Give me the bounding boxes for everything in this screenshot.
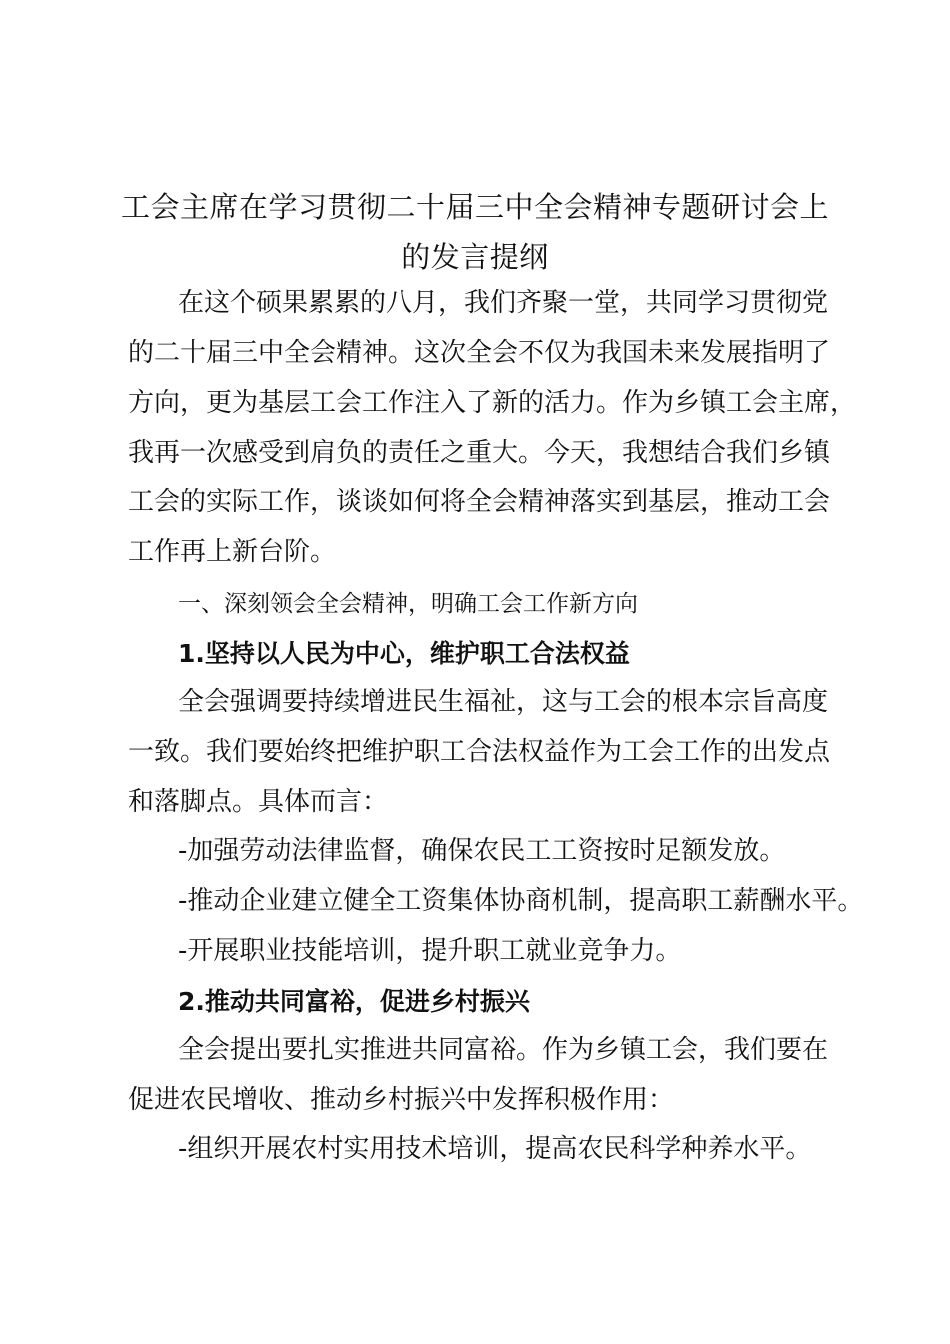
intro-line-6: 工作再上新台阶。 [128,537,337,567]
subsection-2-bullet-1: -组织开展农村实用技术培训，提高农民科学种养水平。 [178,1134,812,1164]
subsection-1-heading: 1.坚持以人民为中心，维护职工合法权益 [178,639,630,668]
subsection-2-line-1: 全会提出要扎实推进共同富裕。作为乡镇工会，我们要在 [178,1035,829,1065]
section-1-heading: 一、深刻领会全会精神，明确工会工作新方向 [178,591,638,617]
document-title-line-1: 工会主席在学习贯彻二十届三中全会精神专题研讨会上 [120,190,829,224]
intro-line-3: 方向，更为基层工会工作注入了新的活力。作为乡镇工会主席， [128,388,857,418]
subsection-1-bullet-1: -加强劳动法律监督，确保农民工工资按时足额发放。 [178,836,786,866]
subsection-1-bullet-3: -开展职业技能培训，提升职工就业竞争力。 [178,936,682,966]
intro-line-2: 的二十届三中全会精神。这次全会不仅为我国未来发展指明了 [128,338,831,368]
subsection-2-line-2: 促进农民增收、推动乡村振兴中发挥积极作用： [128,1085,675,1115]
intro-line-5: 工会的实际工作，谈谈如何将全会精神落实到基层，推动工会 [128,487,831,517]
subsection-2-heading: 2.推动共同富裕，促进乡村振兴 [178,987,530,1016]
subsection-1-line-1: 全会强调要持续增进民生福祉，这与工会的根本宗旨高度 [178,687,829,717]
intro-line-4: 我再一次感受到肩负的责任之重大。今天，我想结合我们乡镇 [128,438,831,468]
intro-line-1: 在这个硕果累累的八月，我们齐聚一堂，共同学习贯彻党 [178,288,829,318]
subsection-1-bullet-2: -推动企业建立健全工资集体协商机制，提高职工薪酬水平。 [178,886,864,916]
document-title-line-2: 的发言提纲 [401,240,549,274]
subsection-1-line-2: 一致。我们要始终把维护职工合法权益作为工会工作的出发点 [128,737,831,767]
subsection-1-line-3: 和落脚点。具体而言： [128,787,389,817]
